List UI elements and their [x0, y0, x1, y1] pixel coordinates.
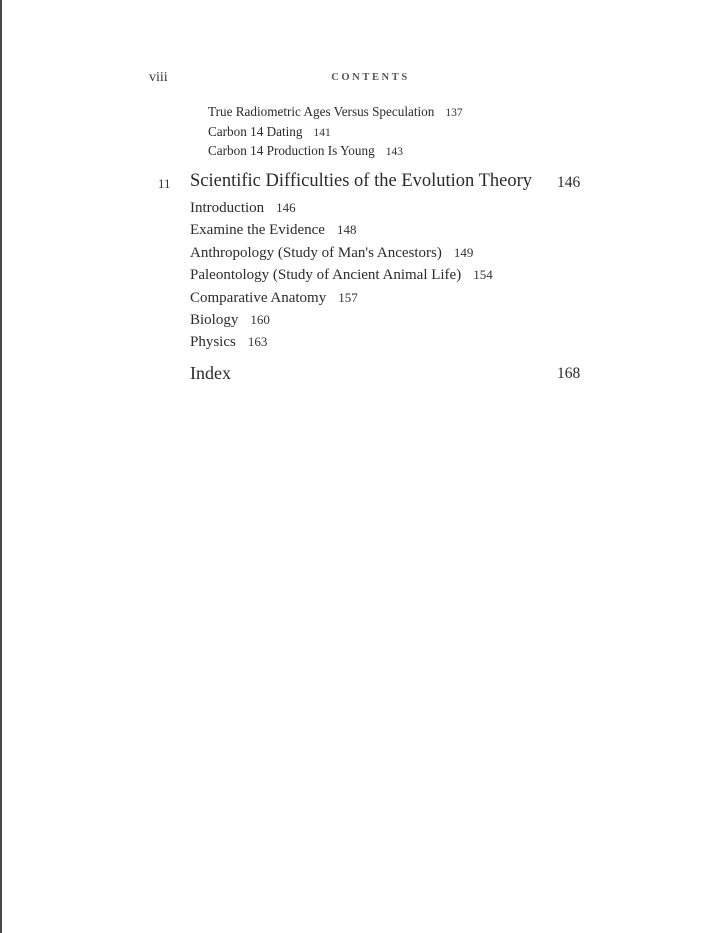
toc-entry[interactable] [208, 141, 463, 161]
toc-entry-title: True Radiometric Ages Versus Speculation [208, 104, 435, 119]
toc-entry[interactable] [190, 331, 493, 353]
toc-entry-page: 141 [313, 126, 331, 139]
toc-entry-title: Carbon 14 Production Is Young [208, 143, 375, 158]
index-title: Index [190, 363, 231, 383]
toc-entry-page: 154 [473, 267, 493, 283]
toc-entry[interactable] [190, 219, 493, 241]
toc-entry-page: 149 [453, 244, 474, 260]
toc-entry-page: 160 [250, 311, 270, 327]
toc-entry-title: Biology [190, 311, 239, 328]
toc-entry[interactable] [208, 122, 463, 142]
toc-chapter-11[interactable] [0, 170, 723, 196]
chapter-page: 146 [557, 174, 581, 191]
running-head: CONTENTS [331, 72, 410, 83]
chapter-title: Scientific Difficulties of the Evolution Theory [190, 171, 533, 191]
toc-entry-page: 163 [247, 334, 268, 350]
toc-entry-title: Comparative Anatomy [190, 289, 327, 306]
toc-entry-page: 137 [445, 107, 463, 119]
chapter-number: 11 [158, 176, 171, 191]
toc-entry[interactable] [190, 242, 493, 264]
carryover-section-list [208, 102, 463, 161]
toc-entry[interactable] [190, 309, 493, 331]
toc-entry[interactable] [208, 102, 463, 122]
toc-entry-title: Paleontology (Study of Ancient Animal Life) [190, 267, 462, 284]
folio-page-number: viii [149, 70, 168, 85]
chapter-section-list [190, 197, 493, 354]
toc-entry-title: Anthropology (Study of Man's Ancestors) [190, 244, 442, 261]
toc-entry-title: Physics [190, 334, 236, 351]
toc-entry-title: Carbon 14 Dating [208, 123, 303, 139]
toc-entry-page: 157 [338, 289, 358, 305]
toc-entry[interactable] [190, 197, 493, 219]
toc-entry[interactable] [190, 287, 493, 309]
toc-entry-page: 143 [385, 146, 403, 158]
toc-entry[interactable] [190, 264, 493, 286]
toc-entry-title: Examine the Evidence [190, 222, 325, 239]
toc-entry-title: Introduction [190, 200, 265, 216]
toc-entry-page: 146 [276, 200, 296, 215]
index-page: 168 [557, 365, 581, 382]
toc-index[interactable] [0, 362, 723, 388]
toc-entry-page: 148 [336, 222, 357, 238]
page-left-edge [0, 0, 2, 933]
